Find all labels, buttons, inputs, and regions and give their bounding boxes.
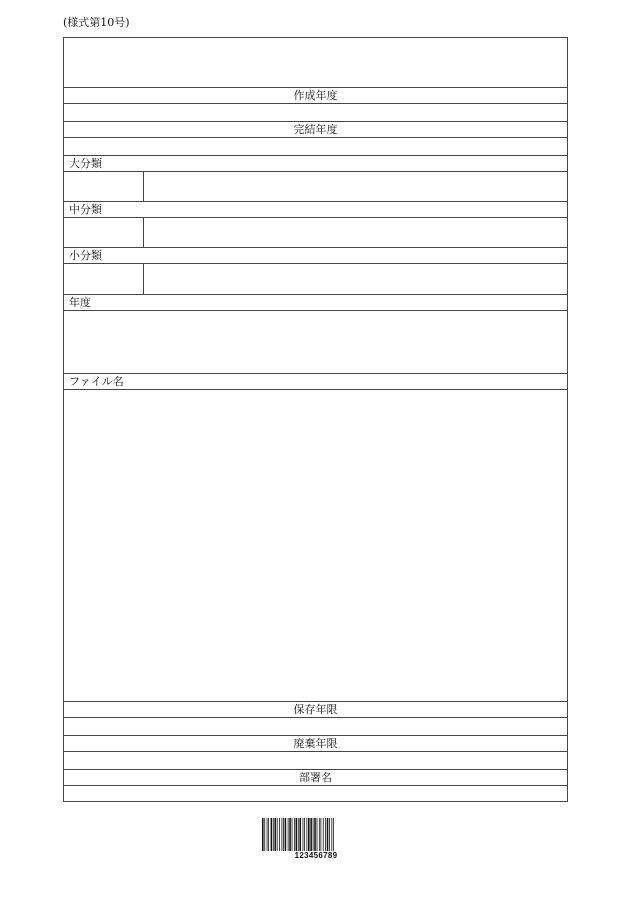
- department-field[interactable]: [64, 785, 567, 801]
- barcode-bar: [308, 818, 310, 851]
- middle-category-divider: [143, 218, 144, 247]
- barcode-bar: [319, 818, 320, 851]
- barcode-bar: [283, 818, 284, 851]
- barcode-bar: [321, 818, 322, 851]
- barcode-bar: [310, 818, 312, 851]
- file-name-label: ファイル名: [64, 373, 567, 389]
- barcode-bar: [267, 818, 268, 851]
- fiscal-year-label: 年度: [64, 294, 567, 310]
- barcode-bar: [304, 818, 305, 851]
- top-blank-field[interactable]: [64, 38, 567, 87]
- creation-year-field[interactable]: [64, 103, 567, 121]
- barcode-bar: [264, 818, 265, 851]
- file-name-field[interactable]: [64, 389, 567, 701]
- completion-year-field[interactable]: [64, 137, 567, 155]
- major-category-row: [64, 171, 567, 201]
- minor-category-label: 小分類: [64, 247, 567, 263]
- form-number: (様式第10号): [63, 16, 130, 29]
- fiscal-year-field[interactable]: [64, 310, 567, 373]
- middle-category-row: [64, 217, 567, 247]
- barcode-bar: [331, 818, 332, 851]
- minor-category-row: [64, 263, 567, 294]
- barcode-bar: [299, 818, 301, 851]
- barcode-bar: [274, 818, 276, 851]
- barcode-bar: [289, 818, 291, 851]
- barcode-bar: [333, 818, 334, 851]
- barcode-bar: [282, 818, 283, 851]
- barcode-bar: [325, 818, 326, 851]
- barcode-bar: [268, 818, 269, 851]
- barcode-bar: [271, 818, 273, 851]
- file-label-sheet: [63, 37, 568, 802]
- major-category-divider: [143, 172, 144, 201]
- middle-category-label: 中分類: [64, 201, 567, 217]
- barcode-bar: [298, 818, 299, 851]
- barcode-bar: [279, 818, 280, 851]
- barcode-bar: [262, 818, 264, 851]
- barcode-digits: 123456789: [294, 851, 338, 860]
- disposal-year-field[interactable]: [64, 751, 567, 769]
- barcode-bar: [314, 818, 316, 851]
- barcode-bar: [294, 818, 295, 851]
- barcode-bar: [292, 818, 293, 851]
- barcode-bar: [277, 818, 278, 851]
- barcode-image: [262, 818, 370, 851]
- barcode-bar: [317, 818, 318, 851]
- retention-period-label: 保存年限: [64, 701, 567, 717]
- barcode-bar: [327, 818, 329, 851]
- retention-period-field[interactable]: [64, 717, 567, 735]
- disposal-year-label: 廃棄年限: [64, 735, 567, 751]
- barcode-bar: [285, 818, 287, 851]
- department-label: 部署名: [64, 769, 567, 785]
- completion-year-label: 完結年度: [64, 121, 567, 137]
- barcode-bar: [306, 818, 307, 851]
- barcode-bar: [323, 818, 324, 851]
- barcode-bar: [313, 818, 314, 851]
- barcode-bar: [273, 818, 274, 851]
- barcode-bar: [303, 818, 304, 851]
- barcode-bar: [296, 818, 298, 851]
- minor-category-divider: [143, 264, 144, 294]
- barcode-bar: [329, 818, 330, 851]
- creation-year-label: 作成年度: [64, 87, 567, 103]
- major-category-label: 大分類: [64, 155, 567, 171]
- barcode-bar: [288, 818, 289, 851]
